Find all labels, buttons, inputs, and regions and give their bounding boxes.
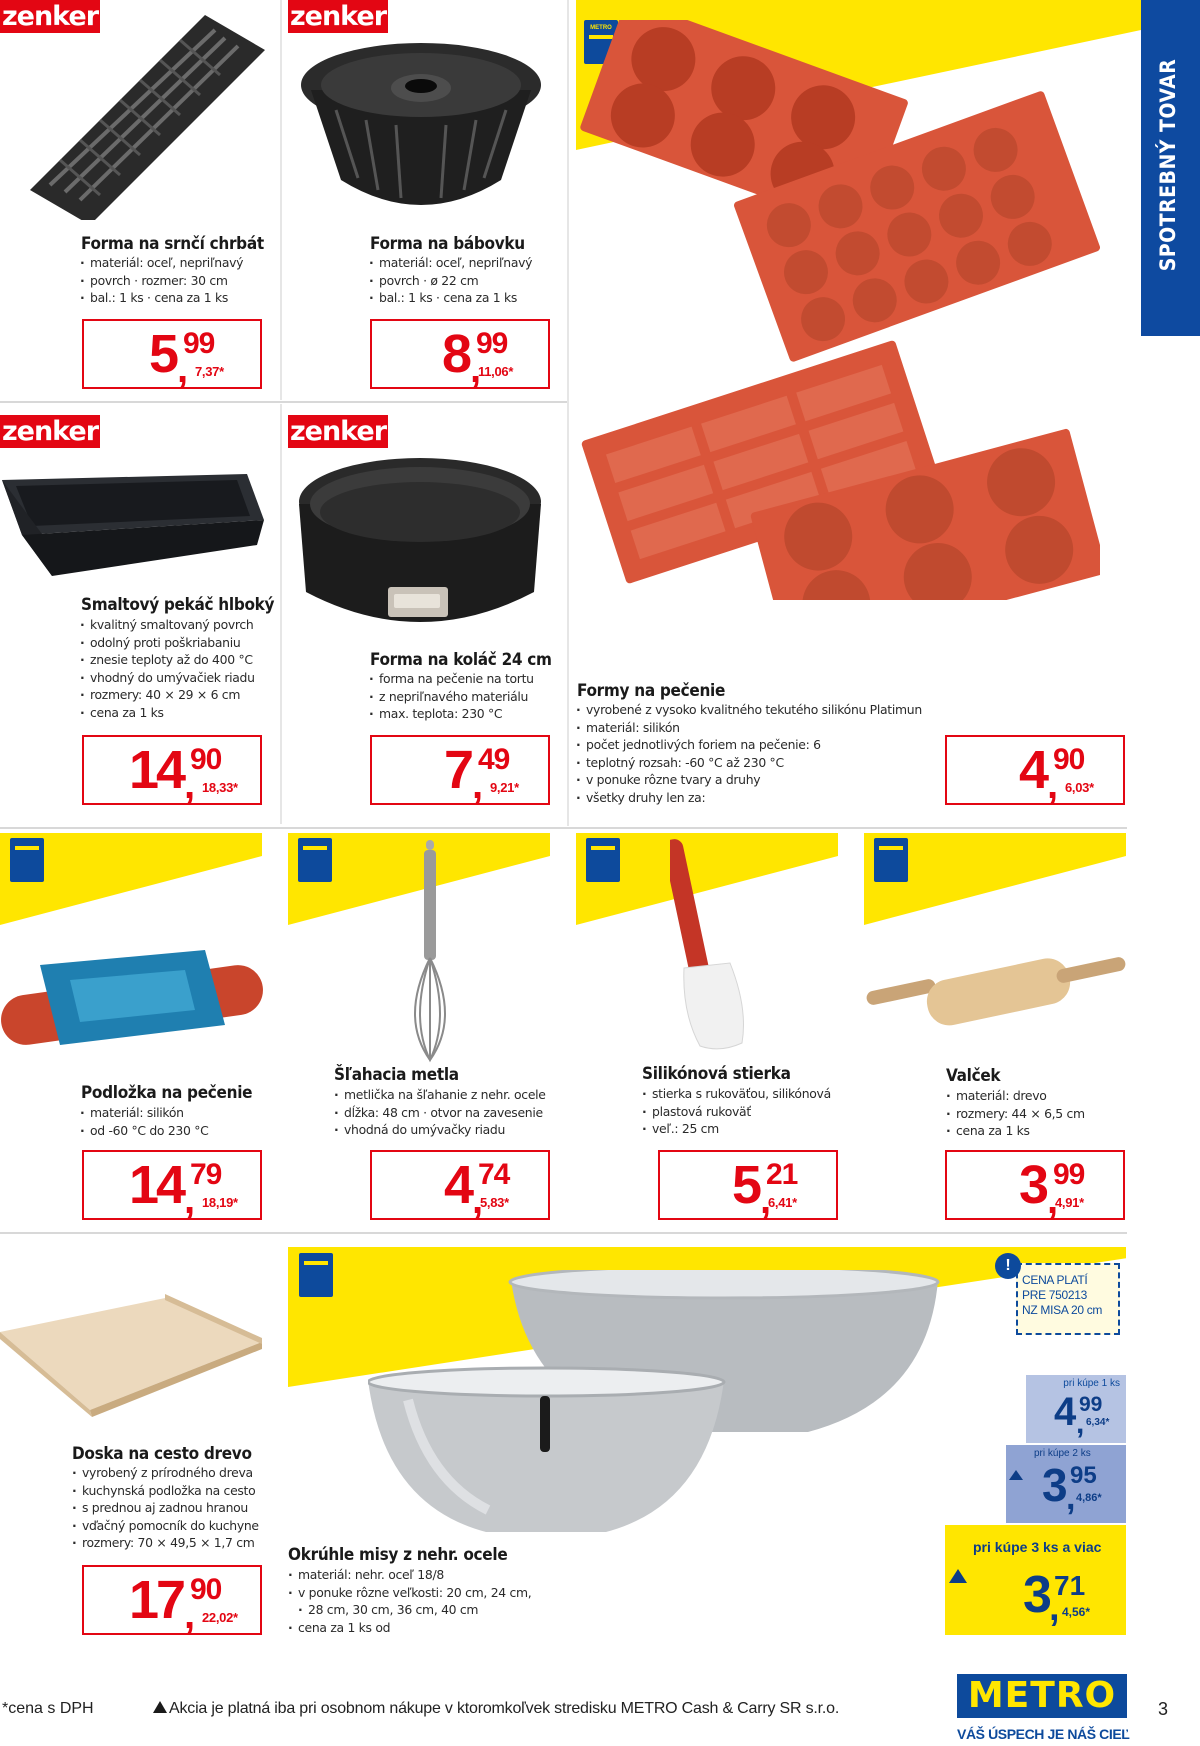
price-with-vat: 4,91*	[1055, 1195, 1084, 1210]
price-box: 17 , 90 22,02*	[82, 1565, 262, 1635]
feature-item: · plastová rukoväť	[642, 1103, 831, 1121]
product-title: Valček	[946, 1066, 1001, 1086]
price-decimal: 49	[478, 743, 510, 776]
product-image-bundt-pan	[296, 30, 546, 220]
price-decimal: 99	[1053, 1158, 1085, 1191]
logo-text: METRO	[590, 25, 612, 31]
zenker-logo: zenker	[289, 416, 387, 447]
product-title: Smaltový pekáč hlboký	[81, 595, 275, 615]
tier-price-integer: 4	[1054, 1390, 1077, 1434]
price-box: 5 , 99 7,37*	[82, 319, 262, 389]
feature-item: · povrch · ø 22 cm	[369, 272, 532, 290]
product-features	[369, 254, 532, 307]
tier-price-vat: 4,86*	[1076, 1492, 1102, 1504]
feature-item: · rozmery: 44 × 6,5 cm	[946, 1105, 1085, 1123]
price-with-vat: 6,41*	[768, 1195, 797, 1210]
product-title: Forma na bábovku	[370, 234, 525, 254]
price-box: 14 , 79 18,19*	[82, 1150, 262, 1220]
metro-professional-logo	[298, 838, 332, 882]
product-title: Silikónová stierka	[642, 1064, 791, 1084]
feature-item: · vyrobený z prírodného dreva	[72, 1464, 259, 1482]
price-box: 8 , 99 11,06*	[370, 319, 550, 389]
price-note-line: PRE 750213	[1022, 1288, 1088, 1302]
price-integer: 14	[129, 740, 184, 800]
price-integer: 7	[444, 740, 472, 800]
price-integer: 5	[732, 1155, 760, 1215]
feature-item: · stierka s rukoväťou, silikónová	[642, 1085, 831, 1103]
product-image-silicone-molds	[580, 20, 1100, 600]
feature-item: · cena za 1 ks	[80, 704, 255, 722]
up-arrow-icon	[1009, 1470, 1023, 1480]
feature-item: · veľ.: 25 cm	[642, 1120, 831, 1138]
price-integer: 5	[149, 324, 177, 384]
feature-item: · cena za 1 ks	[946, 1122, 1085, 1140]
feature-item: · materiál: drevo	[946, 1087, 1085, 1105]
tier-price-decimal: 71	[1054, 1570, 1086, 1601]
product-features	[80, 616, 255, 721]
feature-item: · bal.: 1 ks · cena za 1 ks	[80, 289, 243, 307]
tier-price-integer: 3	[1042, 1459, 1068, 1511]
feature-item: · max. teplota: 230 °C	[369, 705, 534, 723]
price-box: 14 , 90 18,33*	[82, 735, 262, 805]
metro-logo-box: METRO	[957, 1674, 1127, 1718]
tier-price-decimal: 95	[1070, 1462, 1097, 1489]
product-image-silicone-spatula	[670, 838, 760, 1053]
price-box: 4 , 74 5,83*	[370, 1150, 550, 1220]
up-arrow-icon	[949, 1569, 967, 1583]
metro-professional-logo	[874, 838, 908, 882]
tier-price-decimal: 99	[1079, 1393, 1103, 1416]
feature-item: · v ponuke rôzne tvary a druhy	[576, 771, 922, 789]
feature-item: · s prednou aj zadnou hranou	[72, 1499, 259, 1517]
feature-item: · kvalitný smaltovaný povrch	[80, 616, 255, 634]
product-image-springform-pan	[296, 452, 544, 637]
tier-price-3: pri kúpe 3 ks a viac 3 , 71 4,56*	[945, 1525, 1126, 1635]
price-decimal: 99	[476, 327, 508, 360]
price-with-vat: 6,03*	[1065, 780, 1094, 795]
product-title: Okrúhle misy z nehr. ocele	[288, 1545, 508, 1565]
product-image-baking-mat	[0, 930, 264, 1055]
feature-item: · bal.: 1 ks · cena za 1 ks	[369, 289, 532, 307]
price-note-line: NZ MISA 20 cm	[1022, 1303, 1103, 1317]
price-decimal: 79	[190, 1158, 222, 1191]
zenker-logo: zenker	[1, 416, 99, 447]
metro-professional-logo	[299, 1253, 333, 1297]
feature-item: · od -60 °C do 230 °C	[80, 1122, 208, 1140]
feature-item: · materiál: nehr. oceľ 18/8	[288, 1566, 531, 1584]
action-note	[153, 1700, 839, 1718]
feature-item: · materiál: oceľ, nepriľnavý	[369, 254, 532, 272]
feature-item: · vhodný do umývačiek riadu	[80, 669, 255, 687]
tier-price-vat: 4,56*	[1062, 1605, 1091, 1619]
product-features	[80, 1104, 208, 1139]
feature-item: · cena za 1 ks od	[288, 1619, 531, 1637]
product-features	[72, 1464, 259, 1552]
tier-label: pri kúpe 1 ks	[1063, 1378, 1120, 1389]
tier-price-integer: 3	[1023, 1566, 1052, 1624]
price-integer: 14	[129, 1155, 184, 1215]
zenker-logo: zenker	[289, 1, 387, 32]
feature-item: · všetky druhy len za:	[576, 789, 922, 807]
product-title: Forma na koláč 24 cm	[370, 650, 552, 670]
price-note-line: CENA PLATÍ	[1022, 1273, 1088, 1287]
info-icon: !	[995, 1253, 1021, 1279]
feature-item: · rozmery: 40 × 29 × 6 cm	[80, 686, 255, 704]
price-box: 3 , 99 4,91*	[945, 1150, 1125, 1220]
price-note	[1016, 1263, 1120, 1335]
feature-item: · rozmery: 70 × 49,5 × 1,7 cm	[72, 1534, 259, 1552]
price-with-vat: 18,19*	[202, 1195, 238, 1210]
product-features	[576, 701, 922, 806]
price-box: 4 , 90 6,03*	[945, 735, 1125, 805]
product-title: Forma na srnčí chrbát	[81, 234, 264, 254]
feature-item: · 28 cm, 30 cm, 36 cm, 40 cm	[288, 1601, 531, 1619]
price-decimal: 90	[1053, 743, 1085, 776]
product-title: Formy na pečenie	[577, 681, 726, 701]
feature-item: · materiál: silikón	[576, 719, 922, 737]
feature-item: · v ponuke rôzne veľkosti: 20 cm, 24 cm,	[288, 1584, 531, 1602]
feature-item: · vyrobené z vysoko kvalitného tekutého silikónu Platimun	[576, 701, 922, 719]
metro-professional-logo	[586, 838, 620, 882]
feature-item: · znesie teploty až do 400 °C	[80, 651, 255, 669]
tier-label: pri kúpe 3 ks a viac	[973, 1539, 1102, 1555]
price-decimal: 90	[190, 1573, 222, 1606]
product-title: Doska na cesto drevo	[72, 1444, 252, 1464]
tier-price-1: pri kúpe 1 ks 4 , 99 6,34*	[1026, 1375, 1126, 1443]
metro-slogan: VÁŠ ÚSPECH JE NÁŠ CIEĽ	[957, 1726, 1130, 1742]
price-integer: 8	[442, 324, 470, 384]
product-features	[369, 670, 534, 723]
side-tab-label: SPOTREBNÝ TOVAR	[1156, 58, 1180, 272]
price-decimal: 74	[478, 1158, 510, 1191]
price-box: 7 , 49 9,21*	[370, 735, 550, 805]
feature-item: · vďačný pomocník do kuchyne	[72, 1517, 259, 1535]
action-note-text: Akcia je platná iba pri osobnom nákupe v ktoromkoľvek stredisku METRO Cash & Carry SR s.r.o.	[169, 1700, 840, 1717]
price-box: 5 , 21 6,41*	[658, 1150, 838, 1220]
metro-professional-logo	[10, 838, 44, 882]
price-integer: 3	[1019, 1155, 1047, 1215]
product-image-pastry-board	[0, 1292, 264, 1417]
feature-item: · povrch · rozmer: 30 cm	[80, 272, 243, 290]
vat-note: *cena s DPH	[2, 1700, 94, 1717]
tier-label: pri kúpe 2 ks	[1034, 1448, 1091, 1459]
price-decimal: 99	[183, 327, 215, 360]
product-image-steel-bowls	[368, 1270, 943, 1538]
product-features	[80, 254, 243, 307]
metro-logo	[957, 1674, 1130, 1746]
price-decimal: 21	[766, 1158, 798, 1191]
price-integer: 4	[444, 1155, 472, 1215]
feature-item: · materiál: oceľ, nepriľnavý	[80, 254, 243, 272]
feature-item: · kuchynská podložka na cesto	[72, 1482, 259, 1500]
feature-item: · odolný proti poškriabaniu	[80, 634, 255, 652]
product-title: Šľahacia metla	[334, 1065, 459, 1085]
price-with-vat: 11,06*	[478, 364, 514, 379]
product-image-rolling-pin	[866, 955, 1126, 1035]
feature-item: · vhodná do umývačky riadu	[334, 1121, 546, 1139]
feature-item: · teplotný rozsah: -60 °C až 230 °C	[576, 754, 922, 772]
zenker-logo: zenker	[1, 1, 99, 32]
tier-price-vat: 6,34*	[1086, 1417, 1110, 1428]
feature-item: · počet jednotlivých foriem na pečenie: 6	[576, 736, 922, 754]
price-integer: 4	[1019, 740, 1047, 800]
product-image-whisk	[400, 838, 460, 1064]
product-features	[642, 1085, 831, 1138]
product-image-ribbed-loaf-pan	[20, 10, 270, 220]
feature-item: · z nepriľnavého materiálu	[369, 688, 534, 706]
price-with-vat: 5,83*	[480, 1195, 509, 1210]
product-image-enamel-baking-tray	[2, 460, 264, 580]
product-features	[288, 1566, 531, 1636]
price-with-vat: 18,33*	[202, 780, 238, 795]
tier-price-2: pri kúpe 2 ks 3 , 95 4,86*	[1006, 1445, 1126, 1523]
feature-item: · materiál: silikón	[80, 1104, 208, 1122]
price-integer: 17	[129, 1570, 184, 1630]
page-number: 3	[1158, 1699, 1169, 1719]
feature-item: · dĺžka: 48 cm · otvor na zavesenie	[334, 1104, 546, 1122]
feature-item: · metlička na šľahanie z nehr. ocele	[334, 1086, 546, 1104]
side-tab	[1141, 0, 1200, 336]
price-with-vat: 22,02*	[202, 1610, 238, 1625]
triangle-icon	[153, 1701, 167, 1713]
product-features	[946, 1087, 1085, 1140]
feature-item: · forma na pečenie na tortu	[369, 670, 534, 688]
price-with-vat: 7,37*	[195, 364, 224, 379]
price-decimal: 90	[190, 743, 222, 776]
product-features	[334, 1086, 546, 1139]
price-with-vat: 9,21*	[490, 780, 519, 795]
product-title: Podložka na pečenie	[81, 1083, 253, 1103]
